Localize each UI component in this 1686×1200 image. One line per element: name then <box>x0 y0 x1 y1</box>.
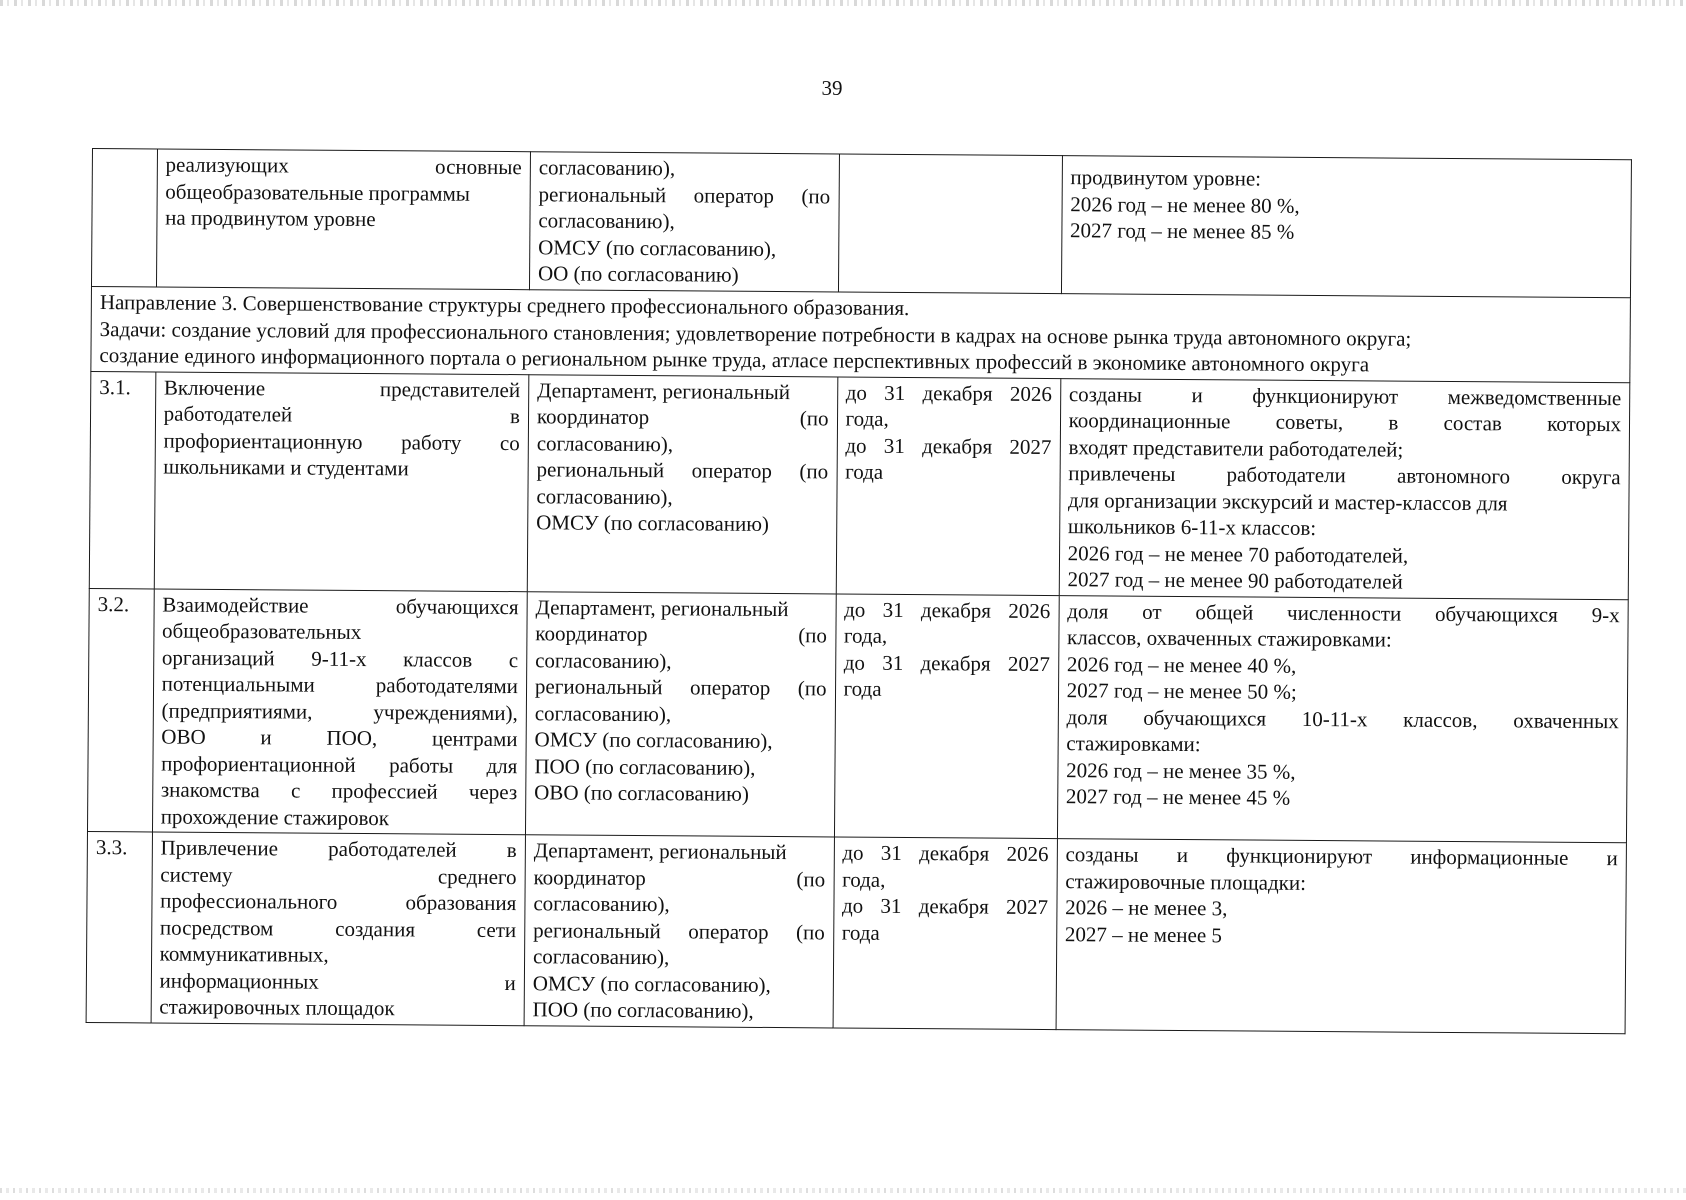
cell-number: 3.1. <box>89 371 155 588</box>
result-line: 2026 год – не менее 40 %, <box>1066 651 1297 678</box>
measure-line: работодателей в <box>163 401 521 429</box>
cell-number <box>91 149 157 287</box>
measure-line: Взаимодействие обучающихся <box>162 592 519 619</box>
measure-line: (предприятиями, учреждениями), <box>161 698 518 725</box>
responsible-line: Департамент, региональный <box>535 594 789 621</box>
scan-edge-top <box>0 0 1686 6</box>
measure-line: общеобразовательные программы <box>165 179 471 206</box>
scan-edge-bottom <box>0 1188 1686 1193</box>
responsible-line: Департамент, региональный <box>537 377 791 404</box>
deadline-line: до 31 декабря 2026 <box>845 380 1052 406</box>
cell-deadline <box>833 837 1058 1029</box>
result-line: стажировочные площадки: <box>1065 868 1307 895</box>
result-line: 2026 год – не менее 35 %, <box>1066 757 1296 784</box>
measure-line: на продвинутом уровне <box>165 205 376 232</box>
responsible-line: региональный оператор (по <box>538 181 831 208</box>
cell-number: 3.2. <box>87 588 153 832</box>
cell-measure-name <box>156 149 530 290</box>
responsible-line: согласованию), <box>536 430 674 456</box>
measure-line: коммуникативных, <box>159 941 329 967</box>
result-line: 2027 год – не менее 45 % <box>1065 784 1291 810</box>
cell-result <box>1056 839 1627 1034</box>
responsible-line: региональный оператор (по <box>534 674 827 701</box>
result-line: стажировками: <box>1066 731 1201 757</box>
responsible-line: ОМСУ (по согласованию), <box>534 727 773 754</box>
responsible-line: ОМСУ (по согласованию), <box>538 234 777 261</box>
deadline-line: до 31 декабря 2026 <box>844 597 1051 623</box>
direction-cell <box>91 286 1631 382</box>
result-line: для организации экскурсий и мастер-классов для <box>1068 487 1508 515</box>
deadline-line: до 31 декабря 2026 <box>842 840 1049 867</box>
measure-line: организаций 9-11-х классов с <box>161 645 519 672</box>
deadline-line: до 31 декабря 2027 <box>843 650 1050 676</box>
measure-line: ОВО и ПОО, центрами <box>161 724 518 752</box>
responsible-line: ПОО (по согласованию), <box>532 997 754 1023</box>
responsible-line: согласованию), <box>534 700 672 726</box>
cell-deadline <box>838 154 1062 294</box>
table-row-3-3 <box>86 831 1626 1033</box>
measure-line: знакомства с профессией через <box>160 777 518 805</box>
result-line: созданы и функционируют информационные и <box>1065 842 1618 871</box>
measure-line: информационных и <box>159 968 516 995</box>
result-line: 2027 год – не менее 85 % <box>1069 218 1295 244</box>
deadline-line: года, <box>842 867 886 892</box>
cell-number: 3.3. <box>86 831 152 1022</box>
direction-tasks: Задачи: создание условий для профессионального становления; удовлетворение потребности в кадрах на основе рынка труда автономного округа; <box>99 316 1412 351</box>
deadline-line: года <box>845 459 884 484</box>
responsible-line: согласованию), <box>535 647 672 673</box>
responsible-line: согласованию), <box>533 891 670 917</box>
result-line: продвинутом уровне: <box>1070 165 1262 191</box>
cell-responsible <box>527 374 837 593</box>
measure-line: профориентационной работы для <box>161 751 518 778</box>
direction-tasks: создание единого информационного портала о региональном рынке труда, атласе перспективных профессий в экономике автономного округа <box>99 343 1370 377</box>
result-line: координационные советы, в состав которых <box>1068 408 1622 437</box>
result-line: 2026 год – не менее 80 %, <box>1070 191 1300 218</box>
measure-line: профессионального образования <box>160 888 517 916</box>
responsible-line: согласованию), <box>536 483 673 509</box>
program-measures-table <box>86 148 1632 1034</box>
cell-measure-name <box>152 588 527 834</box>
responsible-line: ОМСУ (по согласованию), <box>532 970 771 997</box>
responsible-line: согласованию), <box>538 155 676 181</box>
deadline-line: до 31 декабря 2027 <box>841 893 1049 920</box>
cell-responsible <box>524 835 834 1028</box>
result-line: школьников 6-11-х классов: <box>1067 514 1317 540</box>
measure-line: Включение представителей <box>163 375 521 402</box>
responsible-line: ОВО (по согласованию) <box>534 780 749 806</box>
deadline-line: года, <box>843 623 888 648</box>
responsible-line: ОО (по согласованию) <box>537 261 739 287</box>
cell-result <box>1057 595 1628 843</box>
direction-title: Направление 3. Совершенствование структуры среднего профессионального образования. <box>99 290 910 320</box>
table-row-3-2 <box>87 588 1628 843</box>
responsible-line: согласованию), <box>538 208 675 234</box>
table-row-3-1 <box>89 371 1630 599</box>
cell-measure-name <box>151 832 526 1025</box>
result-line: 2026 – не менее 3, <box>1065 895 1228 921</box>
measure-line: школьниками и студентами <box>163 454 409 481</box>
cell-deadline <box>834 593 1059 838</box>
deadline-line: года <box>843 676 882 701</box>
measure-line: реализующих основные <box>165 152 522 180</box>
measure-line: стажировочных площадок <box>159 994 395 1021</box>
responsible-line: координатор (по <box>536 404 829 431</box>
responsible-line: координатор (по <box>533 864 826 891</box>
measure-line: посредством создания сети <box>159 915 517 942</box>
direction-row <box>91 286 1631 382</box>
result-line: доля от общей численности обучающихся 9-х <box>1067 598 1620 627</box>
result-line: привлечены работодатели автономного округа <box>1068 461 1621 490</box>
result-line: 2026 год – не менее 70 работодателей, <box>1067 540 1409 568</box>
table-row-continuation <box>91 149 1631 298</box>
responsible-line: согласованию), <box>532 944 670 970</box>
result-line: классов, охваченных стажировками: <box>1067 625 1392 652</box>
responsible-line: региональный оператор (по <box>536 457 829 484</box>
cell-measure-name <box>154 371 529 591</box>
result-line: 2027 год – не менее 50 %; <box>1066 678 1297 704</box>
cell-responsible <box>529 152 839 292</box>
result-line: 2027 – не менее 5 <box>1064 921 1223 947</box>
cell-result <box>1061 156 1631 298</box>
measure-line: потенциальными работодателями <box>161 671 519 699</box>
measure-line: прохождение стажировок <box>160 804 390 830</box>
cell-responsible <box>525 591 835 837</box>
cell-result <box>1059 378 1630 599</box>
cell-deadline <box>836 376 1061 595</box>
responsible-line: ПОО (по согласованию), <box>534 753 756 780</box>
result-line: созданы и функционируют межведомственные <box>1068 381 1622 410</box>
measure-line: систему среднего <box>160 862 517 889</box>
result-line: 2027 год – не менее 90 работодателей <box>1067 567 1403 594</box>
responsible-line: ОМСУ (по согласованию) <box>536 510 770 536</box>
measure-line: общеобразовательных <box>162 618 362 644</box>
measure-line: профориентационную работу со <box>163 428 520 455</box>
responsible-line: координатор (по <box>535 621 828 648</box>
deadline-line: года, <box>845 406 889 431</box>
deadline-line: года <box>841 920 880 945</box>
responsible-line: региональный оператор (по <box>533 917 825 944</box>
deadline-line: до 31 декабря 2027 <box>845 433 1052 459</box>
page-number: 39 <box>821 76 843 100</box>
responsible-line: Департамент, региональный <box>533 838 787 865</box>
result-line: входят представители работодателей; <box>1068 434 1404 462</box>
result-line: доля обучающихся 10-11-х классов, охваченных <box>1066 704 1619 733</box>
measure-line: Привлечение работодателей в <box>160 835 517 863</box>
